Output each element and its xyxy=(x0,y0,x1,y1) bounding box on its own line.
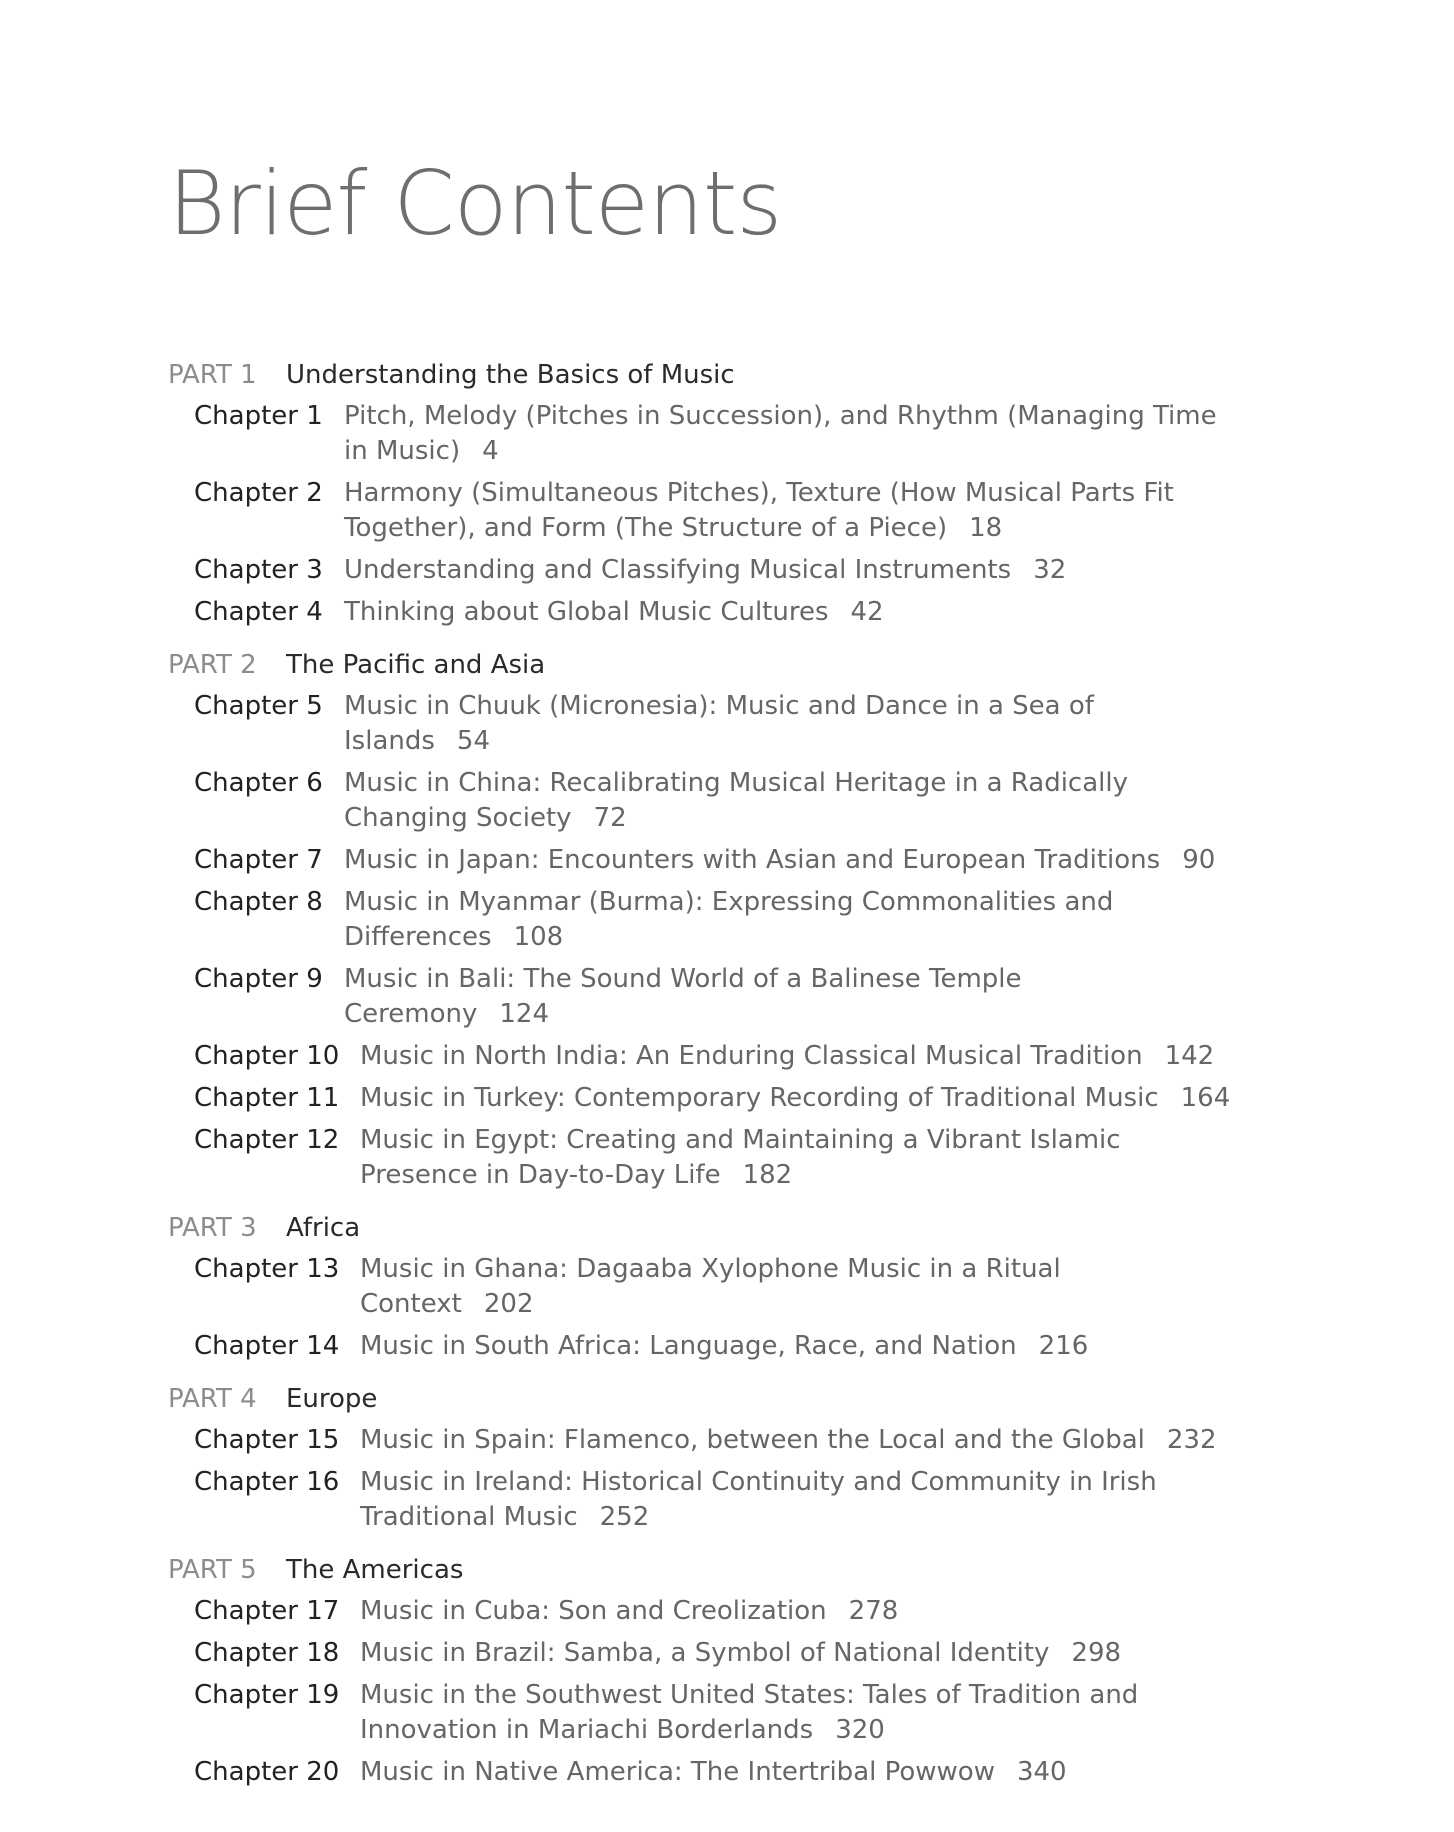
chapter-text xyxy=(360,1423,1217,1458)
part-heading xyxy=(168,1380,1368,1418)
part-heading xyxy=(168,646,1368,684)
chapter-page-number: 90 xyxy=(1182,845,1216,875)
chapter-label: Chapter 15 xyxy=(194,1425,340,1455)
chapter-page-number: 252 xyxy=(599,1502,650,1532)
chapter-entry xyxy=(194,1678,1368,1748)
chapter-text xyxy=(344,962,1224,1032)
part-heading xyxy=(168,1551,1368,1589)
chapter-label: Chapter 7 xyxy=(194,845,323,875)
chapter-entry xyxy=(194,1594,1368,1629)
chapter-page-number: 278 xyxy=(848,1596,899,1626)
chapter-text xyxy=(360,1329,1088,1364)
chapter-text xyxy=(344,476,1224,546)
chapter-entry xyxy=(194,476,1368,546)
chapter-label: Chapter 1 xyxy=(194,401,323,431)
part-number: PART 3 xyxy=(168,1213,257,1243)
chapter-title: Music in Chuuk (Micronesia): Music and Dance in a Sea of Islands xyxy=(344,691,1094,756)
part-number: PART 2 xyxy=(168,650,257,680)
chapter-page-number: 18 xyxy=(969,513,1003,543)
chapter-title: Understanding and Classifying Musical Instruments xyxy=(344,555,1012,585)
chapter-text xyxy=(360,1636,1121,1671)
chapter-entry xyxy=(194,843,1368,878)
chapter-page-number: 232 xyxy=(1166,1425,1217,1455)
chapter-text xyxy=(344,399,1224,469)
chapter-text xyxy=(360,1081,1230,1116)
chapter-title: Music in Cuba: Son and Creolization xyxy=(360,1596,827,1626)
chapter-text xyxy=(344,766,1224,836)
toc-part xyxy=(168,646,1368,1193)
chapter-label: Chapter 4 xyxy=(194,597,323,627)
chapter-title: Harmony (Simultaneous Pitches), Texture (How Musical Parts Fit Together), and Form (The Structure of a Piece) xyxy=(344,478,1174,543)
chapter-page-number: 32 xyxy=(1033,555,1067,585)
chapter-page-number: 164 xyxy=(1180,1083,1231,1113)
chapter-entry xyxy=(194,1423,1368,1458)
chapter-label: Chapter 8 xyxy=(194,887,323,917)
chapter-title: Pitch, Melody (Pitches in Succession), and Rhythm (Managing Time in Music) xyxy=(344,401,1217,466)
chapter-entry xyxy=(194,1039,1368,1074)
chapter-title: Music in Bali: The Sound World of a Balinese Temple Ceremony xyxy=(344,964,1022,1029)
chapter-label: Chapter 6 xyxy=(194,768,323,798)
chapter-text xyxy=(344,595,884,630)
part-heading xyxy=(168,1209,1368,1247)
chapter-title: Music in Turkey: Contemporary Recording of Traditional Music xyxy=(360,1083,1159,1113)
chapter-text xyxy=(360,1678,1240,1748)
chapter-title: Music in the Southwest United States: Tales of Tradition and Innovation in Mariachi Borderlands xyxy=(360,1680,1139,1745)
chapter-entry xyxy=(194,1081,1368,1116)
table-of-contents xyxy=(168,356,1368,1797)
chapter-label: Chapter 5 xyxy=(194,691,323,721)
chapter-entry xyxy=(194,1636,1368,1671)
chapter-title: Music in Spain: Flamenco, between the Local and the Global xyxy=(360,1425,1145,1455)
chapter-page-number: 298 xyxy=(1071,1638,1122,1668)
chapter-text xyxy=(344,843,1215,878)
part-number: PART 4 xyxy=(168,1384,257,1414)
chapter-page-number: 216 xyxy=(1038,1331,1089,1361)
chapter-page-number: 54 xyxy=(456,726,490,756)
chapter-page-number: 202 xyxy=(483,1289,534,1319)
part-heading xyxy=(168,356,1368,394)
chapter-page-number: 320 xyxy=(835,1715,885,1745)
page-title: Brief Contents xyxy=(168,152,782,255)
chapter-label: Chapter 2 xyxy=(194,478,323,508)
chapter-label: Chapter 11 xyxy=(194,1083,340,1113)
chapter-text xyxy=(344,689,1224,759)
chapter-title: Music in Japan: Encounters with Asian and European Traditions xyxy=(344,845,1161,875)
chapter-page-number: 108 xyxy=(513,922,564,952)
chapter-text xyxy=(360,1039,1214,1074)
part-number: PART 1 xyxy=(168,360,257,390)
chapter-label: Chapter 3 xyxy=(194,555,323,585)
chapter-page-number: 124 xyxy=(499,999,550,1029)
chapter-label: Chapter 17 xyxy=(194,1596,340,1626)
chapter-label: Chapter 9 xyxy=(194,964,323,994)
chapter-entry xyxy=(194,1329,1368,1364)
chapter-label: Chapter 10 xyxy=(194,1041,340,1071)
toc-part xyxy=(168,1380,1368,1535)
chapter-label: Chapter 16 xyxy=(194,1467,340,1497)
part-title: The Americas xyxy=(286,1555,464,1585)
chapter-entry xyxy=(194,1755,1368,1790)
chapter-text xyxy=(360,1755,1067,1790)
chapter-title: Music in South Africa: Language, Race, and Nation xyxy=(360,1331,1017,1361)
chapter-text xyxy=(344,885,1224,955)
chapter-entry xyxy=(194,595,1368,630)
chapter-page-number: 182 xyxy=(742,1160,793,1190)
chapter-title: Music in Brazil: Samba, a Symbol of National Identity xyxy=(360,1638,1050,1668)
chapter-label: Chapter 12 xyxy=(194,1125,340,1155)
chapter-label: Chapter 19 xyxy=(194,1680,340,1710)
chapter-entry xyxy=(194,689,1368,759)
chapter-title: Music in Egypt: Creating and Maintaining a Vibrant Islamic Presence in Day-to-Day Life xyxy=(360,1125,1121,1190)
chapter-text xyxy=(360,1465,1240,1535)
chapter-title: Music in Ireland: Historical Continuity and Community in Irish Traditional Music xyxy=(360,1467,1157,1532)
chapter-text xyxy=(360,1123,1240,1193)
chapter-page-number: 340 xyxy=(1016,1757,1067,1787)
chapter-entry xyxy=(194,553,1368,588)
chapter-text xyxy=(360,1252,1240,1322)
part-title: Africa xyxy=(286,1213,361,1243)
chapter-title: Music in China: Recalibrating Musical Heritage in a Radically Changing Society xyxy=(344,768,1128,833)
toc-part xyxy=(168,1209,1368,1364)
chapter-label: Chapter 13 xyxy=(194,1254,340,1284)
chapter-entry xyxy=(194,399,1368,469)
chapter-entry xyxy=(194,1123,1368,1193)
chapter-page-number: 72 xyxy=(593,803,627,833)
chapter-text xyxy=(360,1594,898,1629)
chapter-title: Music in Myanmar (Burma): Expressing Commonalities and Differences xyxy=(344,887,1114,952)
part-number: PART 5 xyxy=(168,1555,257,1585)
chapter-entry xyxy=(194,962,1368,1032)
toc-part xyxy=(168,1551,1368,1790)
chapter-title: Music in North India: An Enduring Classical Musical Tradition xyxy=(360,1041,1143,1071)
chapter-entry xyxy=(194,885,1368,955)
part-title: Understanding the Basics of Music xyxy=(286,360,735,390)
chapter-label: Chapter 14 xyxy=(194,1331,340,1361)
chapter-text xyxy=(344,553,1066,588)
chapter-page-number: 4 xyxy=(482,436,499,466)
chapter-entry xyxy=(194,1252,1368,1322)
part-title: Europe xyxy=(286,1384,378,1414)
chapter-label: Chapter 20 xyxy=(194,1757,340,1787)
chapter-title: Music in Native America: The Intertribal Powwow xyxy=(360,1757,995,1787)
chapter-page-number: 142 xyxy=(1164,1041,1215,1071)
chapter-entry xyxy=(194,766,1368,836)
chapter-entry xyxy=(194,1465,1368,1535)
toc-part xyxy=(168,356,1368,630)
chapter-title: Music in Ghana: Dagaaba Xylophone Music in a Ritual Context xyxy=(360,1254,1061,1319)
chapter-page-number: 42 xyxy=(850,597,884,627)
chapter-title: Thinking about Global Music Cultures xyxy=(344,597,829,627)
part-title: The Pacific and Asia xyxy=(286,650,546,680)
chapter-label: Chapter 18 xyxy=(194,1638,340,1668)
